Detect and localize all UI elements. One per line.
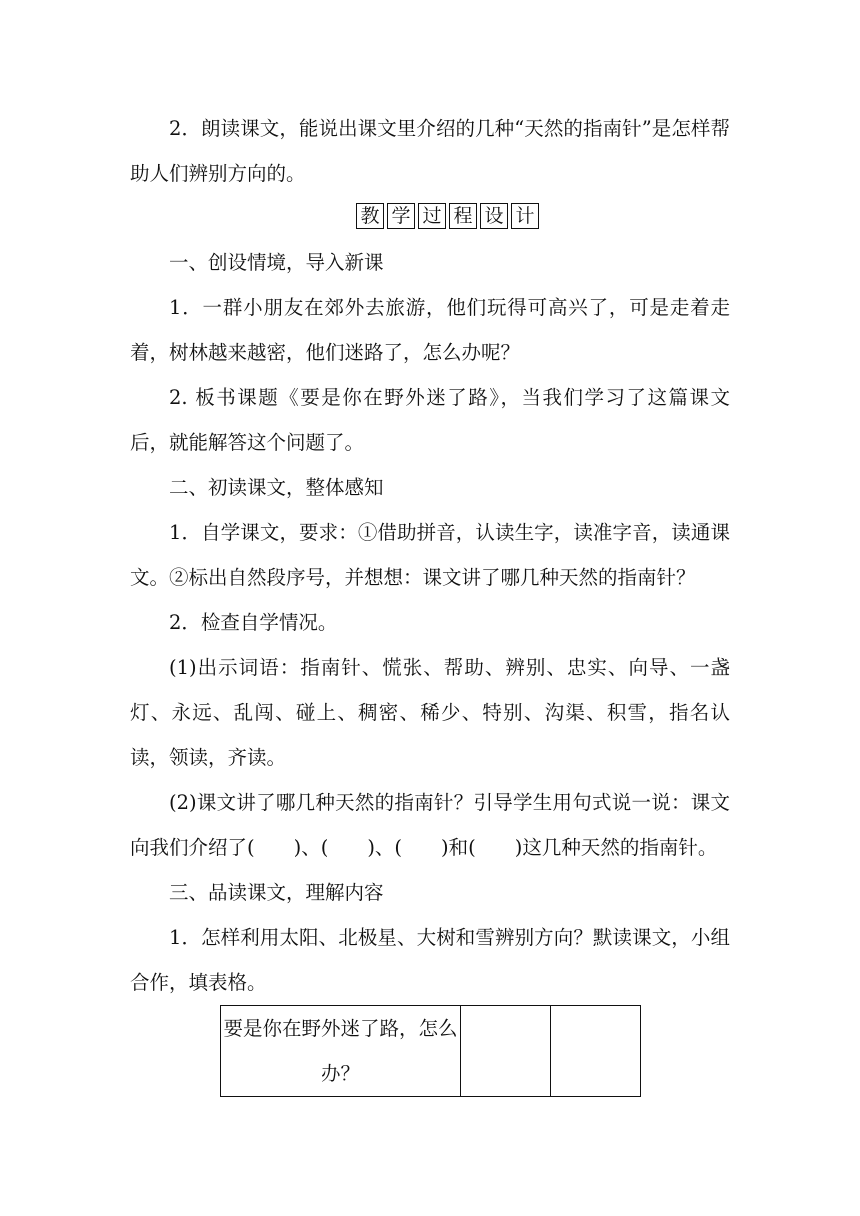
heading-char: 程 bbox=[449, 203, 477, 229]
direction-table bbox=[220, 1005, 641, 1097]
table-cell-blank bbox=[551, 1006, 641, 1097]
table-cell-question: 要是你在野外迷了路，怎么办？ bbox=[221, 1006, 461, 1097]
paragraph-1-1: 1．一群小朋友在郊外去旅游，他们玩得可高兴了，可是走着走着，树林越来越密，他们迷路了，怎么办呢？ bbox=[130, 296, 730, 364]
paragraph-2-1: 1．自学课文，要求：①借助拼音，认读生字，读准字音，读通课文。②标出自然段序号，并想想：课文讲了哪几种天然的指南针？ bbox=[130, 521, 730, 589]
heading-char: 计 bbox=[511, 203, 539, 229]
section-heading-teaching-process bbox=[356, 203, 539, 229]
paragraph-1-2: 2. 板书课题《要是你在野外迷了路》，当我们学习了这篇课文后，就能解答这个问题了。 bbox=[130, 386, 730, 454]
heading-char: 设 bbox=[480, 203, 508, 229]
paragraph-3-1: 1．怎样利用太阳、北极星、大树和雪辨别方向？默读课文，小组合作，填表格。 bbox=[130, 926, 730, 994]
paragraph-objective-2: 2．朗读课文，能说出课文里介绍的几种“天然的指南针”是怎样帮助人们辨别方向的。 bbox=[130, 117, 730, 185]
section-title-3: 三、品读课文，理解内容 bbox=[169, 881, 384, 904]
heading-char: 教 bbox=[356, 203, 384, 229]
section-title-1: 一、创设情境，导入新课 bbox=[169, 251, 384, 274]
heading-char: 学 bbox=[387, 203, 415, 229]
paragraph-2-2-1: (1)出示词语：指南针、慌张、帮助、辨别、忠实、向导、一盏灯、永远、乱闯、碰上、稠密、稀少、特别、沟渠、积雪，指名认读，领读，齐读。 bbox=[130, 656, 730, 769]
table-row bbox=[221, 1006, 641, 1097]
paragraph-2-2-2: (2)课文讲了哪几种天然的指南针？引导学生用句式说一说：课文向我们介绍了( )、( )、( )和( )这几种天然的指南针。 bbox=[130, 791, 730, 859]
table-cell-blank bbox=[461, 1006, 551, 1097]
paragraph-2-2: 2．检查自学情况。 bbox=[169, 611, 338, 634]
section-title-2: 二、初读课文，整体感知 bbox=[169, 476, 384, 499]
heading-char: 过 bbox=[418, 203, 446, 229]
